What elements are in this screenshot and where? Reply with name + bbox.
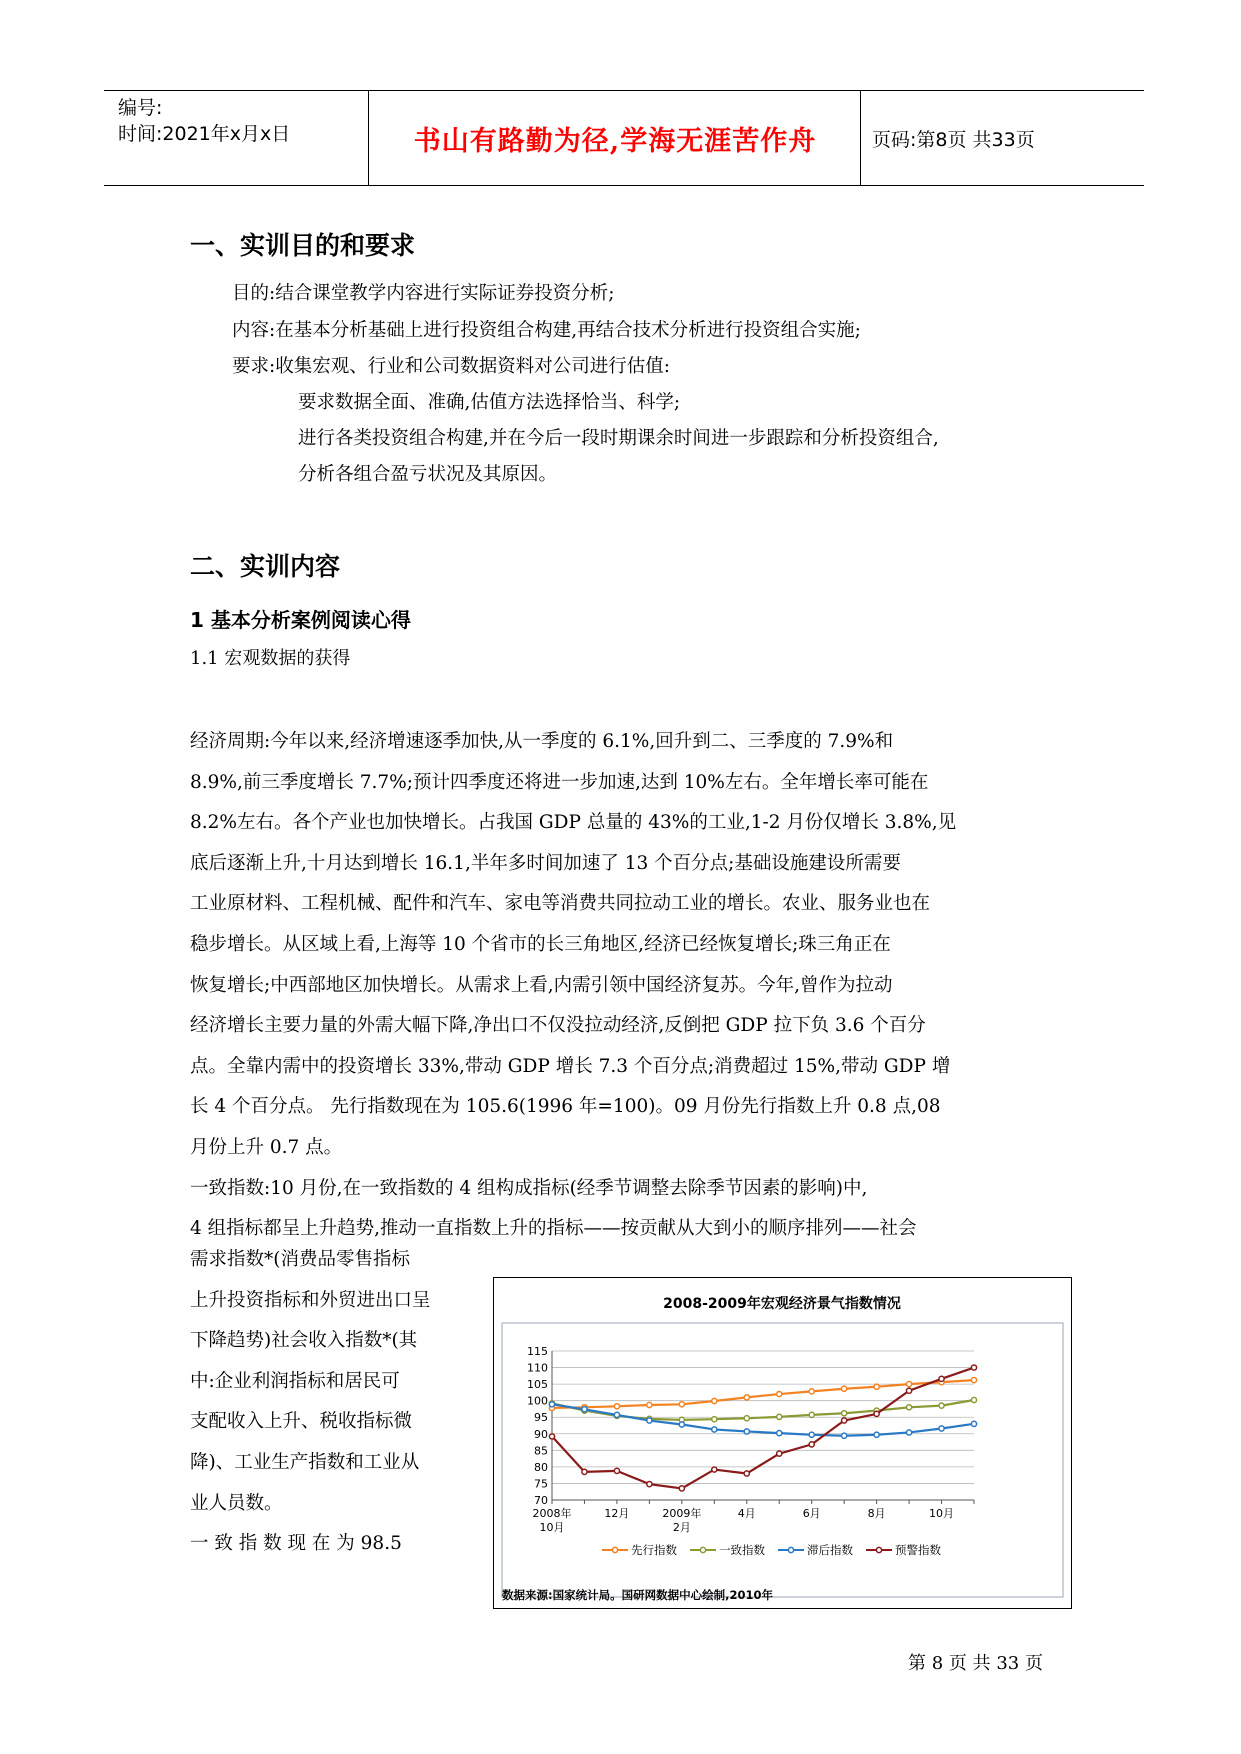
data-point bbox=[906, 1405, 911, 1410]
data-point bbox=[712, 1467, 717, 1472]
requirement-item: 进行各类投资组合构建,并在今后一段时期课余时间进一步跟踪和分析投资组合, bbox=[298, 428, 939, 449]
content-line: 内容:在基本分析基础上进行投资组合构建,再结合技术分析进行投资组合实施; bbox=[232, 320, 861, 341]
page-header bbox=[104, 90, 1144, 186]
data-point bbox=[614, 1404, 619, 1409]
data-point bbox=[744, 1395, 749, 1400]
x-tick-label: 8月 bbox=[867, 1507, 886, 1520]
data-point bbox=[971, 1421, 976, 1426]
y-tick-label: 110 bbox=[527, 1361, 548, 1375]
chart-svg bbox=[494, 1278, 1071, 1608]
header-divider bbox=[368, 91, 369, 185]
data-point bbox=[712, 1427, 717, 1432]
data-point bbox=[842, 1433, 847, 1438]
chart-title: 2008-2009年宏观经济景气指数情况 bbox=[663, 1296, 901, 1312]
legend-label: 一致指数 bbox=[719, 1543, 765, 1557]
data-point bbox=[809, 1442, 814, 1447]
paragraph-line: 经济周期:今年以来,经济增速逐季加快,从一季度的 6.1%,回升到二、三季度的 7.9%和 bbox=[190, 731, 894, 752]
requirement-line: 要求:收集宏观、行业和公司数据资料对公司进行估值: bbox=[232, 356, 670, 377]
data-point bbox=[647, 1418, 652, 1423]
requirement-item: 分析各组合盈亏状况及其原因。 bbox=[298, 464, 558, 485]
doc-number-label: 编号: bbox=[118, 97, 163, 119]
data-point bbox=[777, 1414, 782, 1419]
paragraph-line: 8.2%左右。各个产业也加快增长。占我国 GDP 总量的 43%的工业,1-2 月份仅增长 3.8%,见 bbox=[190, 812, 957, 834]
data-point bbox=[842, 1418, 847, 1423]
paragraph-line: 经济增长主要力量的外需大幅下降,净出口不仅没拉动经济,反倒把 GDP 拉下负 3.6 个百分 bbox=[190, 1015, 926, 1037]
data-point bbox=[712, 1398, 717, 1403]
x-tick-label: 2月 bbox=[672, 1521, 691, 1534]
y-tick-label: 105 bbox=[527, 1378, 548, 1392]
chart-source: 数据来源:国家统计局。国研网数据中心绘制,2010年 bbox=[502, 1588, 773, 1602]
paragraph-line: 支配收入上升、税收指标微 bbox=[190, 1411, 413, 1433]
requirement-item: 要求数据全面、准确,估值方法选择恰当、科学; bbox=[298, 392, 681, 413]
y-tick-label: 95 bbox=[534, 1411, 548, 1425]
data-point bbox=[971, 1397, 976, 1402]
paragraph-line: 业人员数。 bbox=[190, 1492, 283, 1514]
subsection-title: 1 基本分析案例阅读心得 bbox=[190, 608, 411, 632]
data-point bbox=[842, 1411, 847, 1416]
x-tick-label: 4月 bbox=[737, 1507, 756, 1520]
legend-marker bbox=[700, 1547, 705, 1552]
paragraph-line: 点。全靠内需中的投资增长 33%,带动 GDP 增长 7.3 个百分点;消费超过 15%,带动 GDP 增 bbox=[190, 1055, 951, 1077]
paragraph-line: 底后逐渐上升,十月达到增长 16.1,半年多时间加速了 13 个百分点;基础设施建设所需要 bbox=[190, 852, 901, 874]
paragraph-line: 中:企业利润指标和居民可 bbox=[190, 1370, 400, 1392]
paragraph-line: 一 致 指 数 现 在 为 98.5 bbox=[190, 1533, 402, 1555]
paragraph-line: 上升投资指标和外贸进出口呈 bbox=[190, 1289, 431, 1311]
data-point bbox=[971, 1365, 976, 1370]
data-point bbox=[549, 1434, 554, 1439]
x-tick-label: 12月 bbox=[604, 1507, 630, 1520]
data-point bbox=[939, 1376, 944, 1381]
data-point bbox=[647, 1482, 652, 1487]
economic-cycle-paragraph bbox=[190, 722, 1060, 1250]
legend-marker bbox=[876, 1547, 881, 1552]
header-meta bbox=[118, 91, 368, 189]
data-point bbox=[777, 1451, 782, 1456]
data-point bbox=[906, 1382, 911, 1387]
data-point bbox=[744, 1471, 749, 1476]
data-point bbox=[906, 1430, 911, 1435]
paragraph-line: 8.9%,前三季度增长 7.7%;预计四季度还将进一步加速,达到 10%左右。全年增长率可能在 bbox=[190, 771, 929, 793]
x-tick-label: 2008年 bbox=[532, 1507, 572, 1520]
paragraph-line: 降)、工业生产指数和工业从 bbox=[190, 1451, 420, 1473]
legend-label: 预警指数 bbox=[895, 1543, 941, 1557]
header-page-code: 页码:第8页 共33页 bbox=[872, 128, 1035, 151]
data-point bbox=[582, 1469, 587, 1474]
data-point bbox=[549, 1402, 554, 1407]
paragraph-line: 稳步增长。从区域上看,上海等 10 个省市的长三角地区,经济已经恢复增长;珠三角正在 bbox=[190, 933, 891, 955]
legend-marker bbox=[788, 1547, 793, 1552]
data-point bbox=[744, 1416, 749, 1421]
data-point bbox=[679, 1402, 684, 1407]
y-tick-label: 80 bbox=[534, 1460, 548, 1474]
x-tick-label: 6月 bbox=[802, 1507, 821, 1520]
data-point bbox=[874, 1432, 879, 1437]
data-point bbox=[712, 1417, 717, 1422]
section-2-title: 二、实训内容 bbox=[190, 552, 341, 581]
data-point bbox=[614, 1468, 619, 1473]
data-point bbox=[777, 1391, 782, 1396]
legend-marker bbox=[612, 1547, 617, 1552]
paragraph-line: 一致指数:10 月份,在一致指数的 4 组构成指标(经季节调整去除季节因素的影响)中, bbox=[190, 1177, 868, 1199]
subsubsection-title: 1.1 宏观数据的获得 bbox=[190, 648, 351, 669]
y-tick-label: 90 bbox=[534, 1427, 548, 1441]
x-tick-label: 10月 bbox=[929, 1507, 955, 1520]
data-point bbox=[971, 1378, 976, 1383]
data-point bbox=[906, 1388, 911, 1393]
data-point bbox=[939, 1403, 944, 1408]
data-point bbox=[582, 1407, 587, 1412]
section-1-title: 一、实训目的和要求 bbox=[190, 231, 416, 260]
data-point bbox=[679, 1422, 684, 1427]
legend-label: 滞后指数 bbox=[807, 1543, 853, 1557]
data-point bbox=[809, 1412, 814, 1417]
paragraph-line: 长 4 个百分点。 先行指数现在为 105.6(1996 年=100)。09 月份先行指数上升 0.8 点,08 bbox=[190, 1096, 941, 1118]
x-tick-label: 2009年 bbox=[662, 1507, 702, 1520]
purpose-line: 目的:结合课堂教学内容进行实际证券投资分析; bbox=[232, 283, 615, 304]
data-point bbox=[777, 1431, 782, 1436]
data-point bbox=[842, 1386, 847, 1391]
doc-time-label: 时间:2021年x月x日 bbox=[118, 123, 291, 145]
economic-index-chart bbox=[493, 1277, 1072, 1609]
data-point bbox=[679, 1486, 684, 1491]
y-tick-label: 115 bbox=[527, 1345, 548, 1358]
y-tick-label: 70 bbox=[534, 1494, 548, 1507]
data-point bbox=[809, 1432, 814, 1437]
paragraph-line: 月份上升 0.7 点。 bbox=[190, 1136, 343, 1158]
paragraph-line: 恢复增长;中西部地区加快增长。从需求上看,内需引领中国经济复苏。今年,曾作为拉动 bbox=[190, 974, 893, 996]
data-point bbox=[744, 1429, 749, 1434]
wrapped-text-column bbox=[190, 1240, 480, 1565]
data-point bbox=[614, 1412, 619, 1417]
plot-frame bbox=[502, 1323, 1063, 1597]
x-tick-label: 10月 bbox=[539, 1521, 565, 1534]
y-tick-label: 85 bbox=[534, 1444, 548, 1458]
page-footer: 第 8 页 共 33 页 bbox=[908, 1653, 1043, 1674]
paragraph-line: 需求指数*(消费品零售指标 bbox=[190, 1249, 410, 1270]
y-tick-label: 75 bbox=[534, 1477, 548, 1491]
data-point bbox=[874, 1411, 879, 1416]
y-tick-label: 100 bbox=[527, 1394, 548, 1408]
header-divider bbox=[860, 91, 861, 185]
data-point bbox=[647, 1402, 652, 1407]
data-point bbox=[939, 1426, 944, 1431]
data-point bbox=[809, 1389, 814, 1394]
header-motto: 书山有路勤为径,学海无涯苦作舟 bbox=[413, 125, 817, 157]
paragraph-line: 工业原材料、工程机械、配件和汽车、家电等消费共同拉动工业的增长。农业、服务业也在 bbox=[190, 893, 931, 915]
data-point bbox=[874, 1384, 879, 1389]
paragraph-line: 4 组指标都呈上升趋势,推动一直指数上升的指标——按贡献从大到小的顺序排列——社会 bbox=[190, 1218, 917, 1240]
paragraph-line: 下降趋势)社会收入指数*(其 bbox=[190, 1330, 418, 1352]
legend-label: 先行指数 bbox=[631, 1543, 677, 1557]
